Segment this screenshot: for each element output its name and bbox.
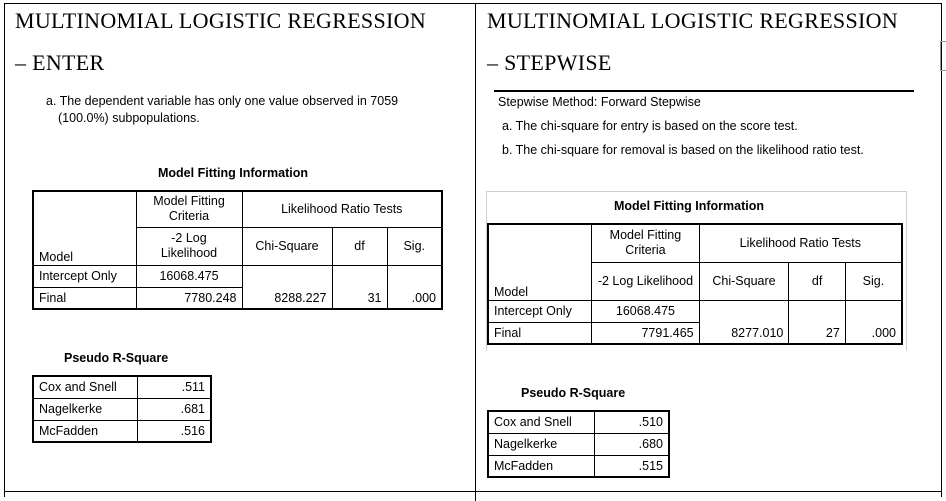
table-row: [488, 300, 902, 322]
left-heading-line2: – ENTER: [15, 50, 105, 75]
row-label: Nagelkerke: [488, 433, 594, 455]
left-footnote: [46, 93, 398, 127]
page-edge-marker: [940, 41, 946, 71]
cell-df: 31: [332, 287, 387, 309]
table-row: [488, 433, 669, 455]
cell-sig: .000: [845, 322, 902, 344]
cell-loglik: 16068.475: [136, 265, 242, 287]
right-footnote-b: b. The chi-square for removal is based on the likelihood ratio test.: [502, 143, 864, 157]
left-mf-corner: [33, 191, 136, 227]
left-pseudo-caption: Pseudo R-Square: [64, 351, 169, 365]
column-divider: [475, 3, 476, 501]
cell-value: .510: [594, 411, 669, 433]
cell-sig: [845, 300, 902, 322]
cell-value: .681: [137, 398, 211, 420]
right-pseudo-table: [487, 410, 670, 478]
left-mf-header-model: Model: [33, 227, 136, 265]
right-mf-header-loglik: -2 Log Likelihood: [592, 262, 699, 300]
left-heading-line1: MULTINOMIAL LOGISTIC REGRESSION: [15, 8, 427, 33]
cell-value: .680: [594, 433, 669, 455]
row-label: McFadden: [33, 420, 137, 442]
table-row: [33, 376, 211, 398]
right-footnote-a: a. The chi-square for entry is based on the score test.: [502, 119, 798, 133]
left-mf-header-chisq: Chi-Square: [242, 227, 332, 265]
right-mf-header-df: df: [789, 262, 845, 300]
table-row: [488, 322, 902, 344]
cell-sig: .000: [387, 287, 442, 309]
cell-value: .515: [594, 455, 669, 477]
left-model-fitting-table: [32, 190, 443, 310]
left-pseudo-table: [32, 375, 212, 443]
cell-value: .511: [137, 376, 211, 398]
row-label: Final: [488, 322, 592, 344]
cell-chisq: [242, 265, 332, 287]
right-model-fitting-table: [487, 223, 903, 345]
left-heading: [15, 0, 426, 84]
row-label: Nagelkerke: [33, 398, 137, 420]
row-label: Intercept Only: [33, 265, 136, 287]
cell-loglik: 7780.248: [136, 287, 242, 309]
cell-chisq: 8288.227: [242, 287, 332, 309]
right-mf-header-model: Model: [488, 262, 592, 300]
right-stepwise-method: Stepwise Method: Forward Stepwise: [498, 95, 701, 109]
cell-chisq: [699, 300, 789, 322]
table-row: [33, 420, 211, 442]
right-pseudo-caption: Pseudo R-Square: [521, 386, 626, 400]
table-row: [488, 411, 669, 433]
row-label: Intercept Only: [488, 300, 592, 322]
cell-chisq: 8277.010: [699, 322, 789, 344]
row-label: Final: [33, 287, 136, 309]
left-mf-header-df: df: [332, 227, 387, 265]
left-mf-header-sig: Sig.: [387, 227, 442, 265]
table-row: [488, 455, 669, 477]
right-heading-line2: – STEPWISE: [487, 50, 612, 75]
left-model-fitting-caption: Model Fitting Information: [158, 166, 308, 180]
row-divider: [4, 491, 942, 492]
cell-df: [332, 265, 387, 287]
right-mf-header-chisq: Chi-Square: [699, 262, 789, 300]
table-row: [33, 287, 442, 309]
left-mf-header-loglik: -2 Log Likelihood: [136, 227, 242, 265]
right-mf-header-sig: Sig.: [845, 262, 902, 300]
right-heading: [487, 0, 898, 84]
cell-loglik: 7791.465: [592, 322, 699, 344]
left-footnote-line2: (100.0%) subpopulations.: [58, 111, 200, 125]
row-label: McFadden: [488, 455, 594, 477]
row-label: Cox and Snell: [488, 411, 594, 433]
cell-df: [789, 300, 845, 322]
cropped-table-rule: [494, 90, 914, 92]
left-footnote-line1: a. The dependent variable has only one value observed in 7059: [46, 94, 399, 108]
table-row: [33, 398, 211, 420]
left-mf-header-lrt: Likelihood Ratio Tests: [242, 191, 442, 227]
row-label: Cox and Snell: [33, 376, 137, 398]
right-mf-corner: [488, 224, 592, 262]
cell-df: 27: [789, 322, 845, 344]
right-mf-header-lrt: Likelihood Ratio Tests: [699, 224, 902, 262]
right-mf-header-criteria: Model Fitting Criteria: [592, 224, 699, 262]
right-model-fitting-caption: Model Fitting Information: [614, 199, 764, 213]
table-row: [33, 265, 442, 287]
left-mf-header-criteria: Model Fitting Criteria: [136, 191, 242, 227]
cell-value: .516: [137, 420, 211, 442]
cell-loglik: 16068.475: [592, 300, 699, 322]
cell-sig: [387, 265, 442, 287]
right-heading-line1: MULTINOMIAL LOGISTIC REGRESSION: [487, 8, 899, 33]
